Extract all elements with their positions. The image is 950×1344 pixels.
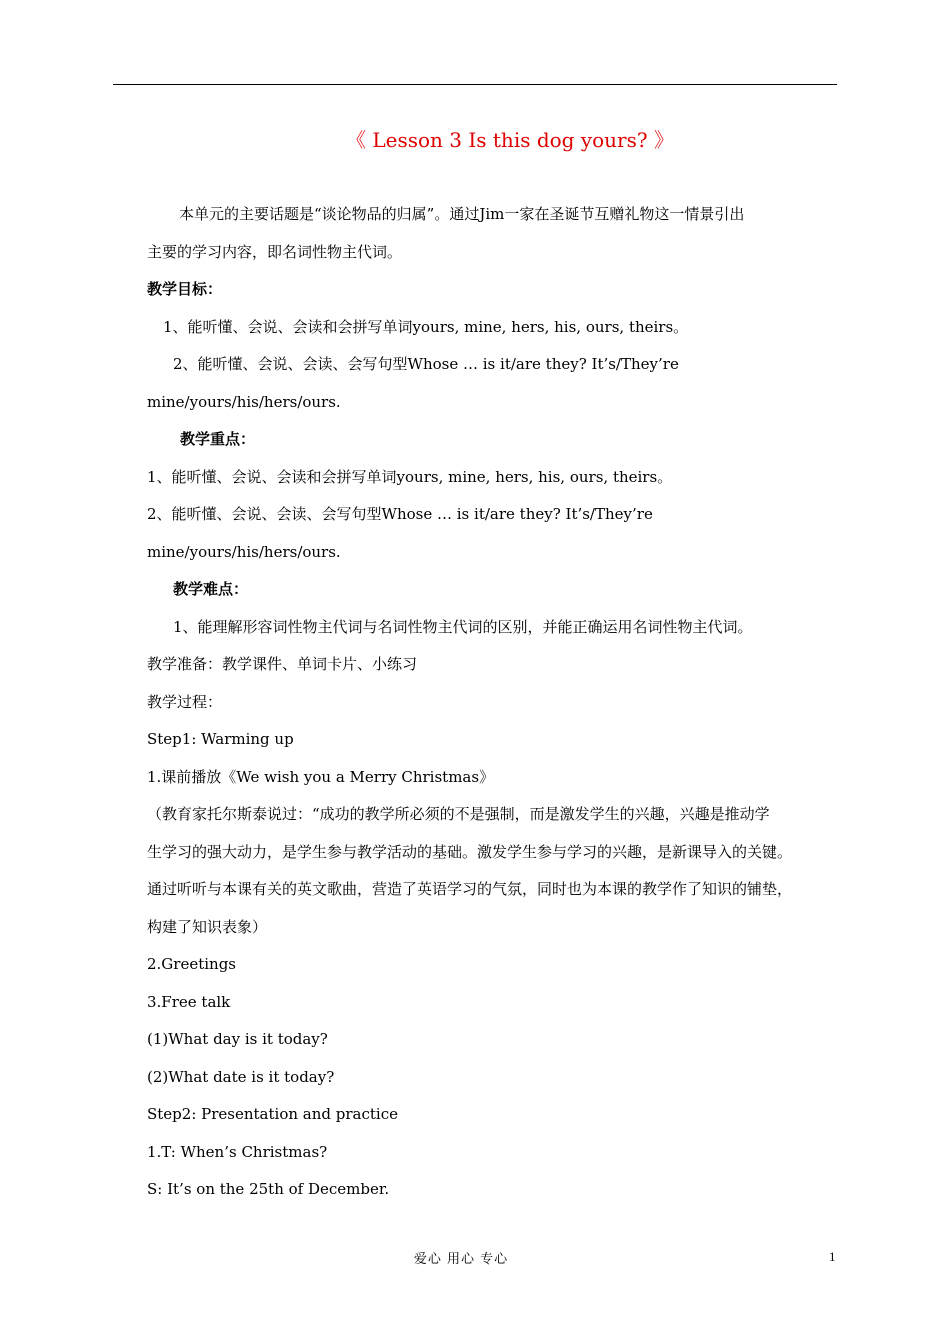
objectives-heading: 教学目标： (147, 280, 223, 298)
document-body (147, 196, 837, 1209)
step1-item-2: 2.Greetings (147, 955, 237, 973)
objective-1: 1、能听懂、会说、会读和会拼写单词yours, mine, hers, his, ours, theirs。 (163, 317, 689, 336)
header-rule (113, 84, 837, 85)
difficulty-heading: 教学难点： (173, 580, 249, 598)
objective-2b: mine/yours/his/hers/ours. (147, 392, 341, 411)
footer-motto: 爱心 用心 专心 (413, 1252, 509, 1267)
step1-heading: Step1: Warming up (147, 730, 294, 748)
teaching-note-1: （教育家托尔斯泰说过：“成功的教学所必须的不是强制，而是激发学生的兴趣，兴趣是推动学 (147, 805, 770, 823)
teaching-note-2: 生学习的强大动力，是学生参与教学活动的基础。激发学生参与学习的兴趣，是新课导入的关键。 (147, 842, 793, 861)
teaching-note-4: 构建了知识表象） (147, 917, 268, 936)
step2-teacher-line: 1.T: When’s Christmas? (147, 1142, 328, 1161)
preparation: 教学准备：教学课件、单词卡片、小练习 (147, 655, 418, 673)
intro-line-1: 本单元的主要话题是“谈论物品的归属”。通过Jim一家在圣诞节互赠礼物这一情景引出 (179, 205, 745, 223)
key-point-2b: mine/yours/his/hers/ours. (147, 542, 341, 561)
key-point-1: 1、能听懂、会说、会读和会拼写单词yours, mine, hers, his, ours, theirs。 (147, 467, 673, 486)
step1-item-3: 3.Free talk (147, 992, 231, 1011)
teaching-note-3: 通过听听与本课有关的英文歌曲，营造了英语学习的气氛，同时也为本课的教学作了知识的铺垫， (147, 880, 793, 898)
objective-2a: 2、能听懂、会说、会读、会写句型Whose … is it/are they? It’s/They’re (173, 355, 679, 373)
lesson-title: 《 Lesson 3 Is this dog yours? 》 (346, 128, 674, 152)
difficulty-1: 1、能理解形容词性物主代词与名词性物主代词的区别，并能正确运用名词性物主代词。 (173, 617, 753, 636)
page-number: 1 (829, 1249, 836, 1264)
key-point-2a: 2、能听懂、会说、会读、会写句型Whose … is it/are they? It’s/They’re (147, 505, 653, 523)
key-points-heading: 教学重点： (180, 430, 256, 448)
process-heading: 教学过程： (147, 692, 223, 711)
free-talk-question-2: (2)What date is it today? (147, 1067, 335, 1086)
intro-line-2: 主要的学习内容，即名词性物主代词。 (147, 242, 403, 261)
step1-item-1: 1.课前播放《We wish you a Merry Christmas》 (147, 767, 495, 786)
step2-student-line: S: It’s on the 25th of December. (147, 1180, 390, 1198)
free-talk-question-1: (1)What day is it today? (147, 1030, 328, 1048)
step2-heading: Step2: Presentation and practice (147, 1105, 398, 1123)
